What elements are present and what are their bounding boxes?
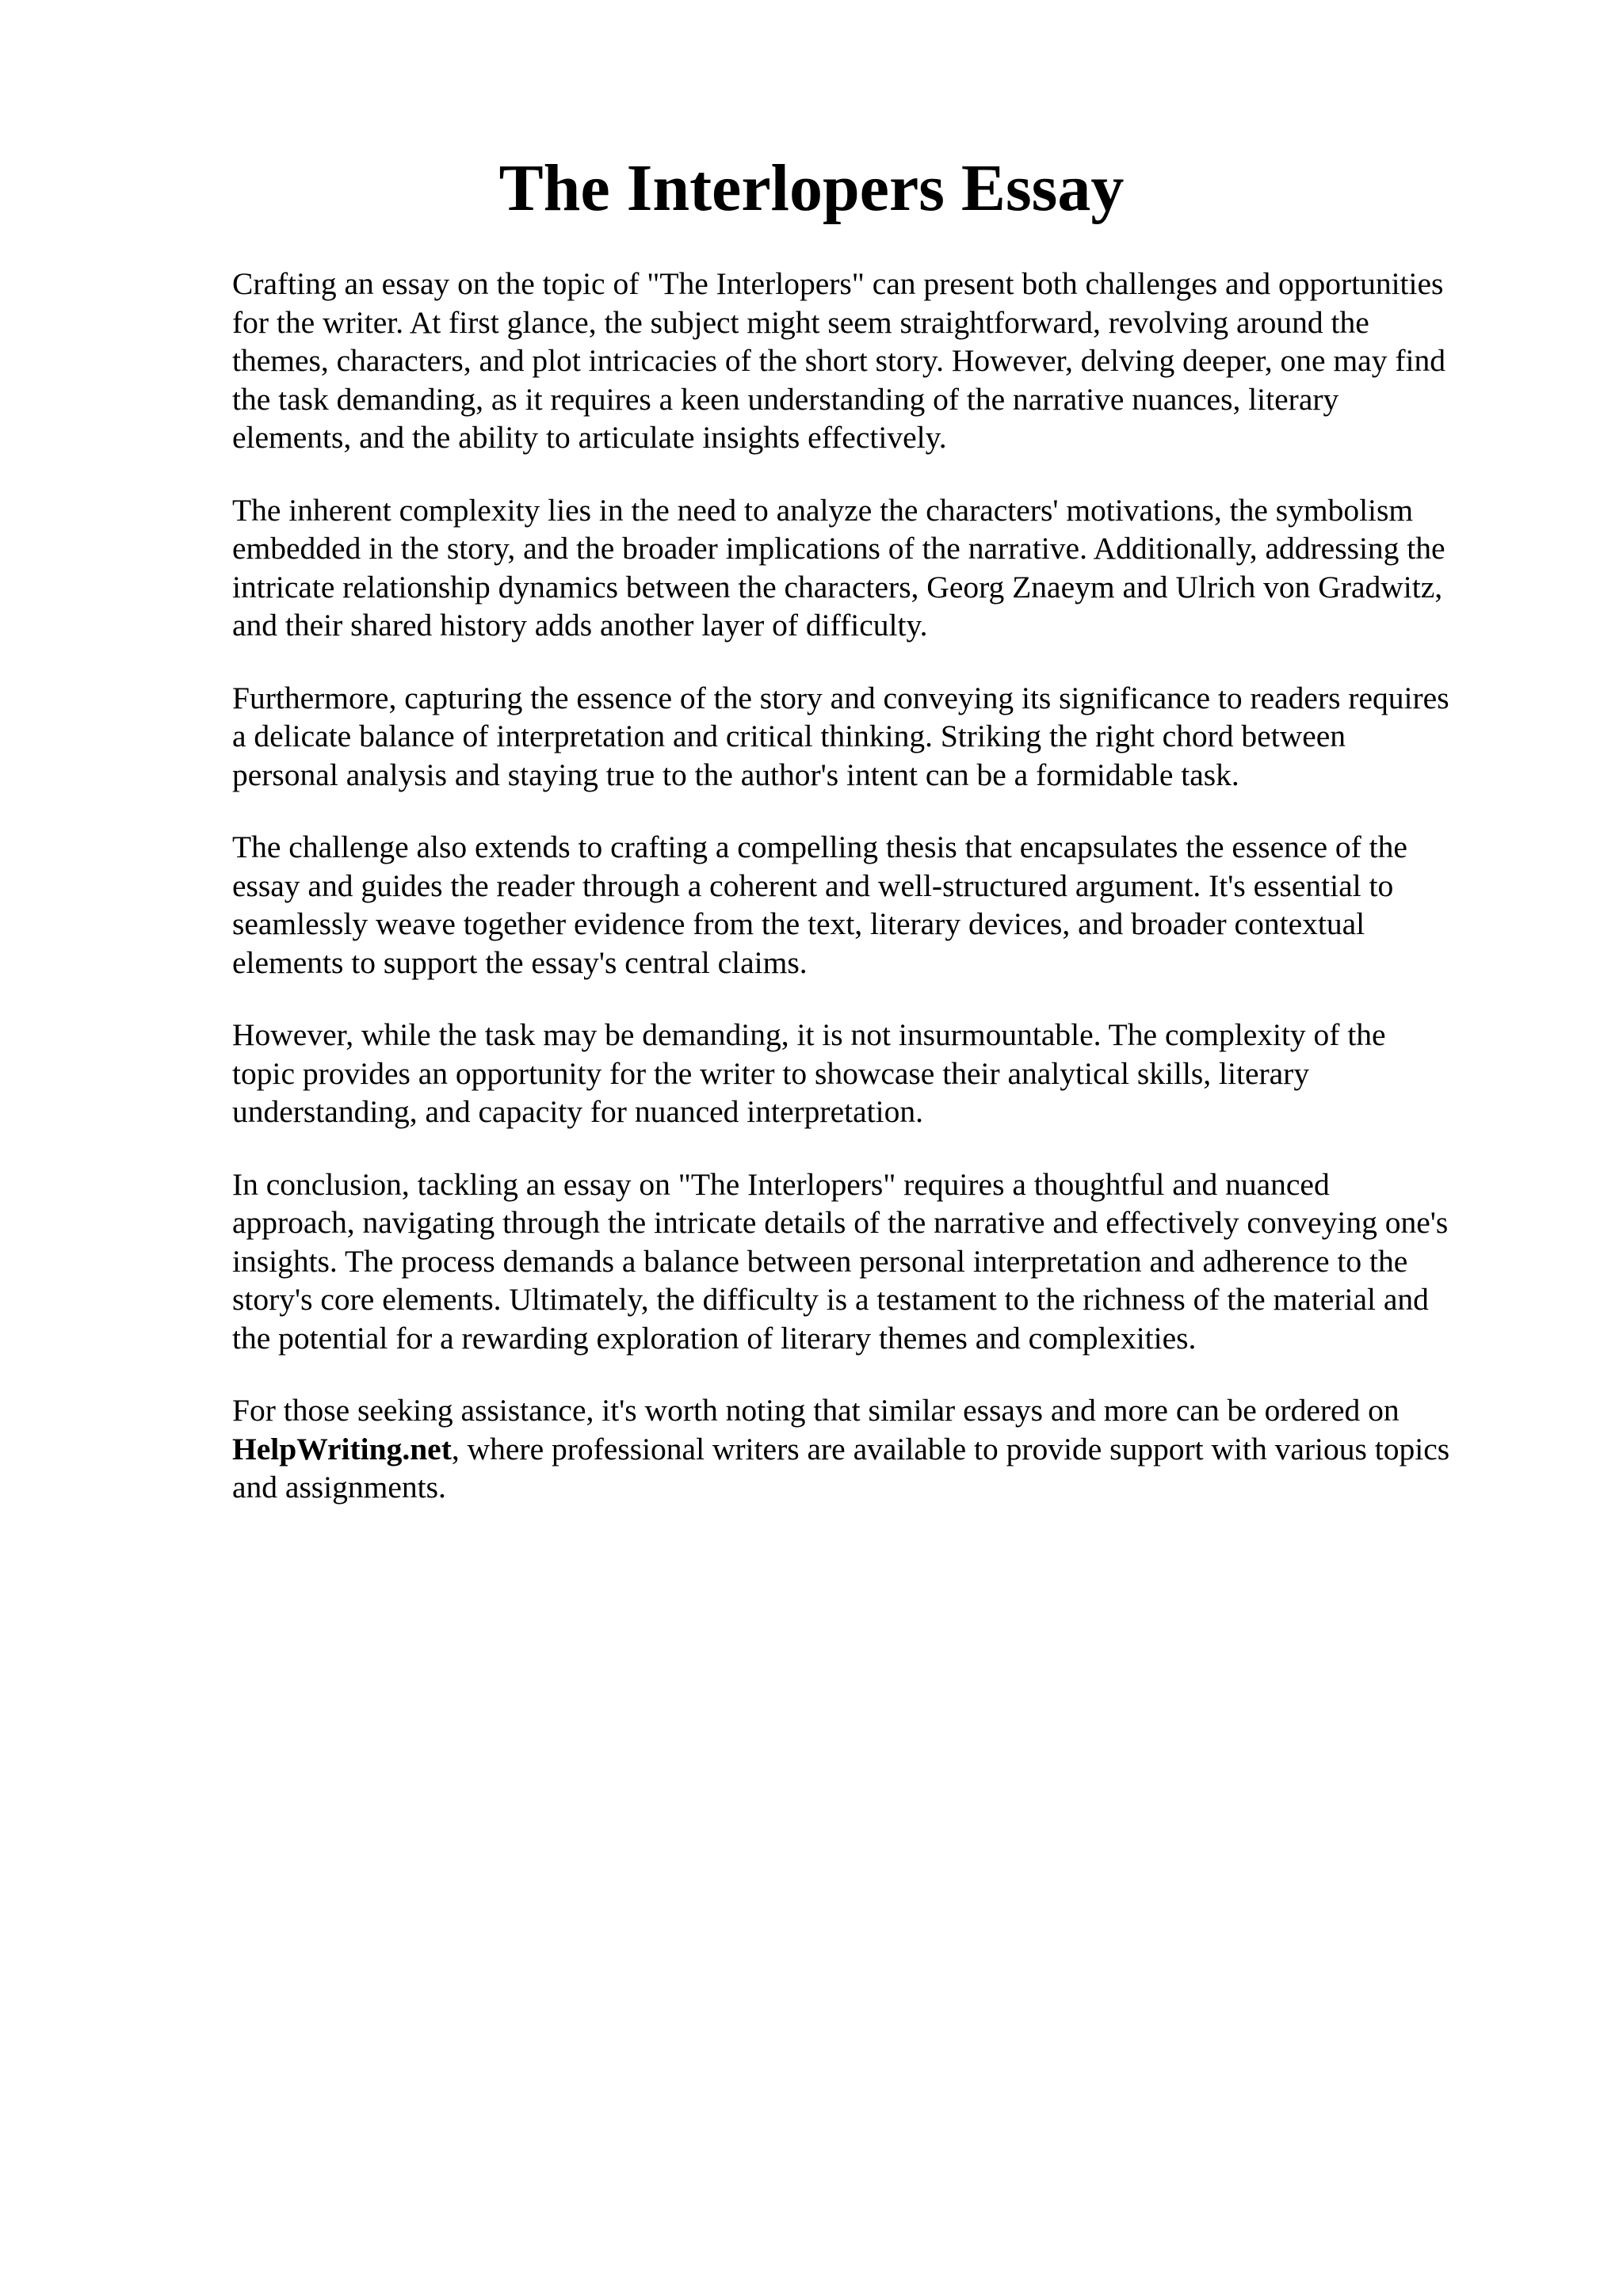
paragraph-3 [232, 679, 1516, 795]
text-line: elements to support the essay's central claims. [232, 944, 808, 980]
text-line: understanding, and capacity for nuanced interpretation. [232, 1094, 923, 1129]
site-name: HelpWriting.net [232, 1431, 452, 1466]
text-line: The inherent complexity lies in the need to analyze the characters' motivations, the symbolism [232, 492, 1414, 528]
text-fragment: , where professional writers are available to provide support with various topics [451, 1431, 1450, 1466]
essay-body [232, 265, 1516, 1541]
text-line: intricate relationship dynamics between the characters, Georg Znaeym and Ulrich von Gradwitz, [232, 569, 1443, 605]
text-line: For those seeking assistance, it's worth noting that similar essays and more can be ordered on [232, 1393, 1400, 1428]
text-line: topic provides an opportunity for the writer to showcase their analytical skills, literary [232, 1055, 1310, 1091]
text-line: Furthermore, capturing the essence of the story and conveying its significance to readers requires [232, 680, 1449, 715]
text-line: elements, and the ability to articulate insights effectively. [232, 420, 947, 455]
paragraph-1 [232, 265, 1516, 457]
text-line: insights. The process demands a balance between personal interpretation and adherence to the [232, 1243, 1408, 1279]
text-line: Crafting an essay on the topic of "The Interlopers" can present both challenges and opportunities [232, 266, 1444, 301]
text-line: a delicate balance of interpretation and critical thinking. Striking the right chord between [232, 719, 1346, 753]
paragraph-4 [232, 828, 1516, 982]
text-line: seamlessly weave together evidence from the text, literary devices, and broader contextual [232, 906, 1365, 941]
text-line: embedded in the story, and the broader implications of the narrative. Additionally, addressing the [232, 531, 1445, 566]
paragraph-6 [232, 1165, 1516, 1358]
closing-paragraph [232, 1391, 1516, 1507]
page-title: The Interlopers Essay [498, 151, 1125, 225]
text-line: themes, characters, and plot intricacies of the short story. However, delving deeper, one may find [232, 343, 1445, 378]
text-line: approach, navigating through the intricate details of the narrative and effectively conveying one's [232, 1205, 1449, 1240]
text-line: and assignments. [232, 1470, 446, 1505]
text-line: personal analysis and staying true to the author's intent can be a formidable task. [232, 757, 1239, 792]
paragraph-5 [232, 1016, 1516, 1131]
text-line: essay and guides the reader through a coherent and well-structured argument. It's essential to [232, 868, 1394, 903]
text-line: the potential for a rewarding exploration of literary themes and complexities. [232, 1320, 1197, 1356]
text-line: story's core elements. Ultimately, the difficulty is a testament to the richness of the material and [232, 1282, 1429, 1317]
text-line: However, while the task may be demanding, it is not insurmountable. The complexity of the [232, 1017, 1386, 1052]
text-line [232, 1430, 1516, 1469]
text-line: In conclusion, tackling an essay on "The Interlopers" requires a thoughtful and nuanced [232, 1166, 1330, 1202]
text-line: for the writer. At first glance, the subject might seem straightforward, revolving around the [232, 304, 1369, 340]
paragraph-2 [232, 491, 1516, 645]
text-line: the task demanding, as it requires a keen understanding of the narrative nuances, literary [232, 381, 1339, 417]
text-line: The challenge also extends to crafting a compelling thesis that encapsulates the essence of the [232, 830, 1407, 864]
text-line: and their shared history adds another layer of difficulty. [232, 608, 928, 643]
